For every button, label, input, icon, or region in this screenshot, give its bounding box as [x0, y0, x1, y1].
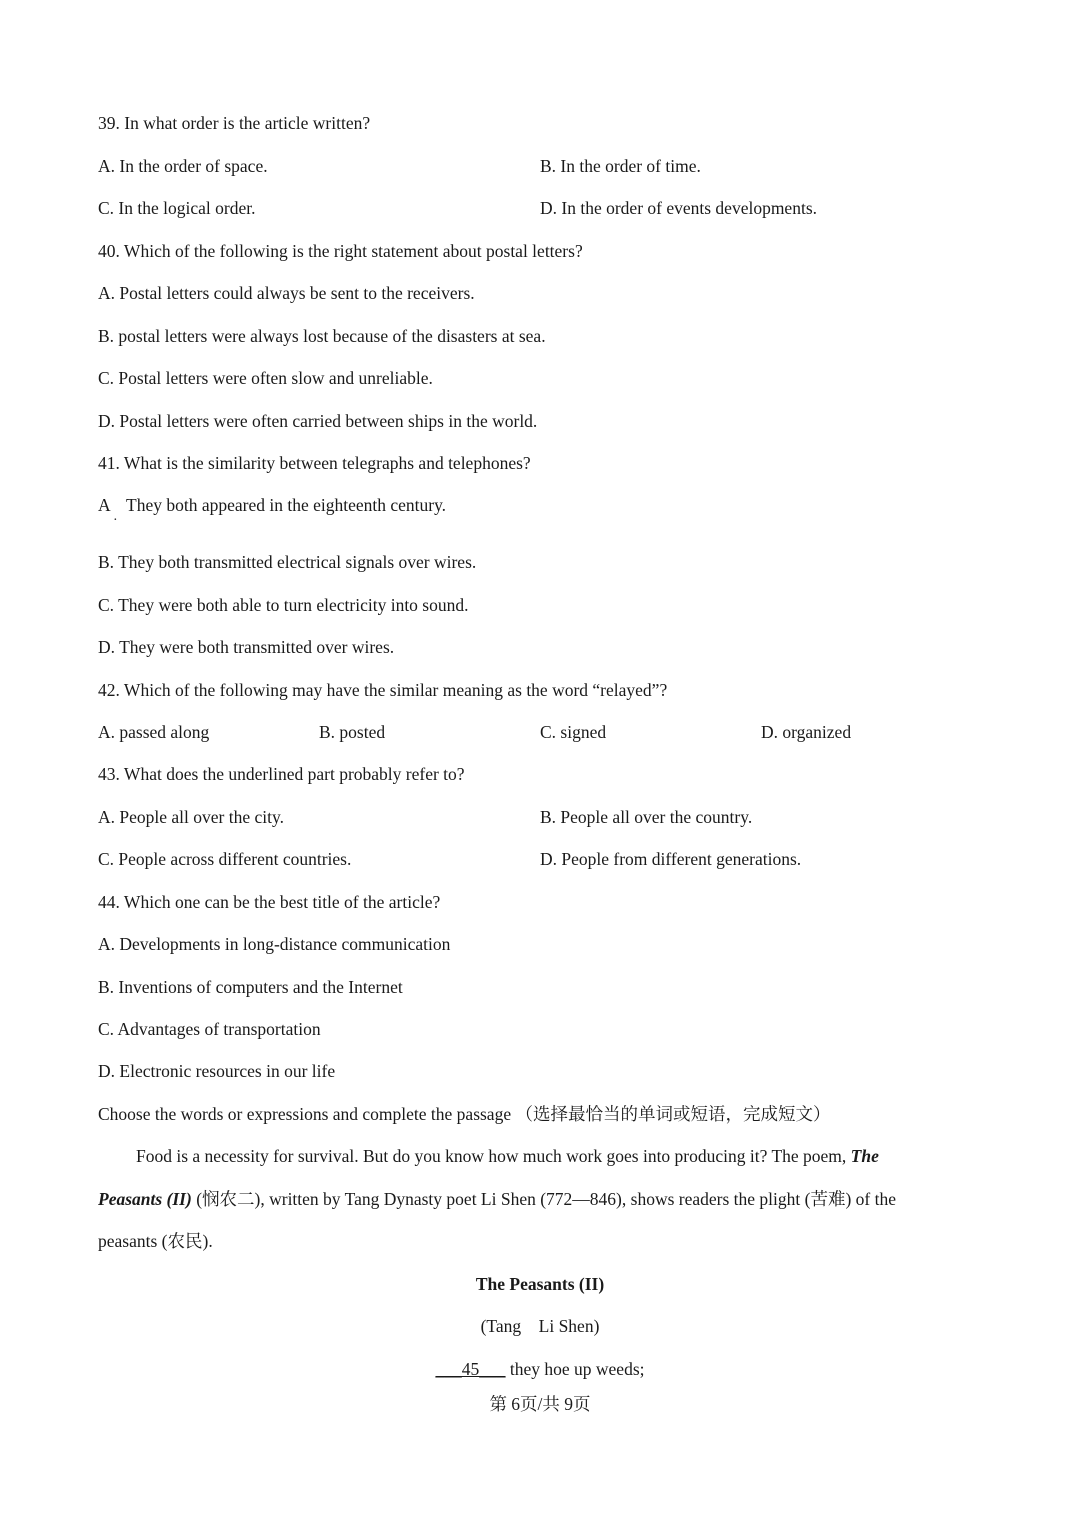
- q39-option-b: B. In the order of time.: [540, 156, 701, 176]
- section-instruction: Choose the words or expressions and complete the passage （选择最恰当的单词或短语，完成短文）: [98, 1104, 831, 1124]
- passage-text-1: Food is a necessity for survival. But do you know how much work goes into producing it? The poem,: [136, 1146, 851, 1166]
- q41-option-d: D. They were both transmitted over wires.: [98, 637, 395, 657]
- q44-option-a: A. Developments in long-distance communication: [98, 934, 451, 954]
- passage-line-2: [98, 1191, 896, 1209]
- question-39-stem: 39. In what order is the article written?: [98, 113, 371, 133]
- q44-option-b: B. Inventions of computers and the Internet: [98, 977, 403, 997]
- q41-option-a: They both appeared in the eighteenth century.: [126, 495, 447, 515]
- question-41-stem: 41. What is the similarity between telegraphs and telephones?: [98, 453, 531, 473]
- page-footer: 第 6页/共 9页: [489, 1394, 591, 1414]
- poem-title: The Peasants (II): [475, 1274, 605, 1294]
- q43-option-d: D. People from different generations.: [540, 849, 802, 869]
- blank-45: ___45___: [435, 1359, 506, 1379]
- passage-line-1: [136, 1148, 879, 1166]
- q41-option-b: B. They both transmitted electrical signals over wires.: [98, 552, 477, 572]
- q42-option-c: C. signed: [540, 722, 607, 742]
- question-40-stem: 40. Which of the following is the right statement about postal letters?: [98, 241, 583, 261]
- q44-option-c: C. Advantages of transportation: [98, 1019, 321, 1039]
- poem-line-1-text: they hoe up weeds;: [505, 1359, 645, 1379]
- q40-option-d: D. Postal letters were often carried between ships in the world.: [98, 411, 538, 431]
- q40-option-c: C. Postal letters were often slow and unreliable.: [98, 368, 433, 388]
- passage-text-2: (悯农二), written by Tang Dynasty poet Li Shen (772—846), shows readers the plight (苦难) of the: [191, 1189, 896, 1209]
- q39-option-d: D. In the order of events developments.: [540, 198, 818, 218]
- poem-title-ref-2: Peasants (II): [98, 1189, 192, 1209]
- q40-option-b: B. postal letters were always lost because of the disasters at sea.: [98, 326, 546, 346]
- poem-author: (Tang Li Shen): [480, 1316, 600, 1336]
- poem-title-ref-1: The: [850, 1146, 879, 1166]
- q40-option-a: A. Postal letters could always be sent to the receivers.: [98, 283, 475, 303]
- question-44-stem: 44. Which one can be the best title of the article?: [98, 892, 441, 912]
- q43-option-a: A. People all over the city.: [98, 807, 284, 827]
- q42-option-d: D. organized: [761, 722, 852, 742]
- question-43-stem: 43. What does the underlined part probably refer to?: [98, 764, 465, 784]
- q44-option-d: D. Electronic resources in our life: [98, 1061, 336, 1081]
- q42-option-a: A. passed along: [98, 722, 210, 742]
- q43-option-c: C. People across different countries.: [98, 849, 352, 869]
- q41-option-a-letter: A: [98, 495, 111, 515]
- q43-option-b: B. People all over the country.: [540, 807, 753, 827]
- q39-option-a: A. In the order of space.: [98, 156, 268, 176]
- q39-option-c: C. In the logical order.: [98, 198, 256, 218]
- stray-dot: ·: [113, 513, 118, 528]
- passage-line-3: peasants (农民).: [98, 1231, 213, 1251]
- q41-option-c: C. They were both able to turn electricity into sound.: [98, 595, 469, 615]
- q42-option-b: B. posted: [319, 722, 386, 742]
- question-42-stem: 42. Which of the following may have the similar meaning as the word “relayed”?: [98, 680, 668, 700]
- poem-line-1: [0, 1361, 1080, 1379]
